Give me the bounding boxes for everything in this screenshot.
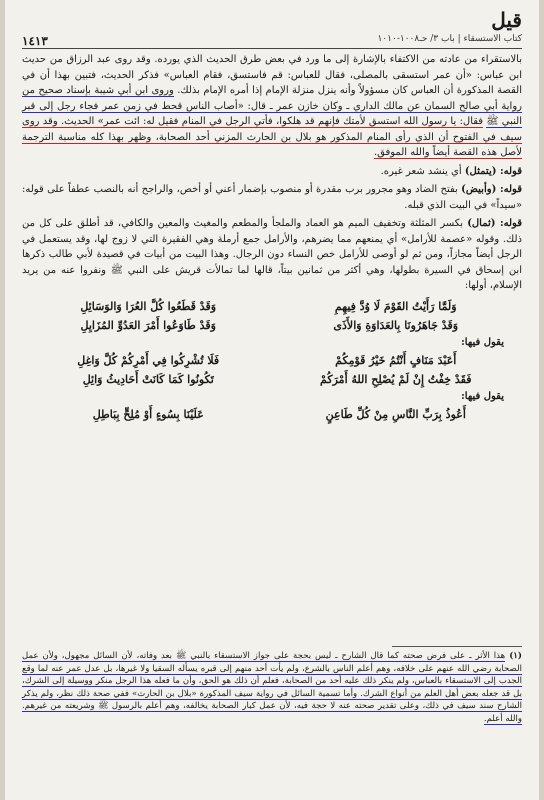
paragraph-2: [22, 164, 522, 180]
poem-verse: [22, 316, 522, 335]
page-edge-left: [0, 0, 5, 800]
paragraph-2-keyword: قوله: (يتمثل): [464, 165, 522, 177]
footnote-divider: [392, 646, 522, 647]
verse-second-half: وَقَدْ طَاوَعُوا أَمْرَ العَدُوِّ المُزَايِلِ: [80, 318, 216, 332]
poem-verse: [22, 297, 522, 316]
paragraph-4-keyword: قوله: (ثمال): [467, 218, 522, 229]
header-subtitle: كتاب الاستسقاء | باب ٣/ حـ١٠٠٨-١٠١٠: [377, 34, 522, 44]
paragraph-4-text: بكسر المثلثة وتخفيف الميم هو العماد والملجأ والمطعم والمغيث والمعين والكافي، قد أطلق على كل من ذلك. وقوله «عصمة للأرامل» أي يمنعهم مما يضرهم، والأرامل جمع أرملة وهي الفقيرة التي لا زوج لها، وقد يستعمل في الرجل أيضاً مجازاً، ومن ثم لو أوصى للأرامل خص النساء دون الرجال. وهذا البيت من أبيات في قصيدة لأبي طالب ذكرها ابن إسحاق في السيرة بطولها، وهي أكثر من ثمانين بيتاً، قالها لما تمالأت قريش على النبي ﷺ ونفروا عنه من يريد الإسلام، أولها:: [22, 218, 522, 291]
poem: [22, 297, 522, 424]
paragraph-2-text: أي ينشد شعر غيره.: [380, 165, 462, 177]
page-header: [22, 8, 522, 48]
verse-first-half: أَعُوذُ بِرَبِّ النَّاسِ مِنْ كُلِّ طَاعِنٍ: [325, 407, 466, 421]
poem-subheading: يقول فيها:: [461, 336, 504, 348]
paragraph-3-text: بفتح الضاد وهو مجرور برب مقدرة أو منصوب بإضمار أعني أو أخص، والراجح أنه بالنصب عطفاً على قوله: «سيداً» في البيت الذي قبله.: [22, 184, 522, 211]
footnote: [22, 650, 522, 726]
verse-first-half: وَقَدْ جَاهَرُونَا بِالعَدَاوَةِ وَالأَذَى: [333, 318, 459, 332]
footnote-marker: (١): [509, 651, 522, 661]
poem-verse: [22, 370, 522, 389]
verse-first-half: أَعَبْدَ مَنَافٍ أَنْتُمُ خَيْرُ قَوْمِكُمْ: [335, 353, 457, 367]
paragraph-3-keyword: قوله: (وأبيض): [461, 184, 522, 195]
poem-verse: [22, 351, 522, 370]
poem-subheading: يقول فيها:: [461, 390, 504, 402]
verse-second-half: وَقَدْ قَطَعُوا كُلَّ العُرَا وَالوَسَائِلِ: [80, 299, 217, 313]
verse-first-half: فَقَدْ خِفْتُ إِنْ لَمْ يُصْلِحِ اللهُ أَمْرَكُمْ: [320, 372, 472, 386]
paragraph-4: [22, 216, 522, 294]
header-divider: [22, 48, 522, 49]
page-number: ١٤١٣: [22, 34, 48, 48]
footnote-text: هذا الأثر ـ على فرض صحته كما قال الشارح ـ ليس بحجة على جواز الاستسقاء بالنبي ﷺ بعد وفاته، لأن السائل مجهول، ولأن عمل الصحابة رضي الله عنهم على خلافه، وهم أعلم الناس بالشرع، ولم يأت أحد منهم إلى قبره يسأله السقيا ولا غيرها، بل عدل عمر عنه لما وقع الجدب إلى الاستسقاء بالعباس، ولم ينكر ذلك عليه أحد من الصحابة، فعلم أن ذلك هو الحق، وأن ما فعله هذا الرجل منكر ووسيلة إلى الشرك، بل قد جعله بعض أهل العلم من أنواع الشرك. وأما تسمية السائل في رواية سيف المذكورة «بلال بن الحارث» ففي صحة ذلك نظر، ولم يذكر الشارح سند سيف في ذلك، وعلى تقدير صحته عنه لا حجة فيه، لأن عمل كبار الصحابة يخالفه، وهم أعلم بالرسول ﷺ وشريعته من غيرهم. والله أعلم.: [22, 651, 522, 724]
paragraph-1: [22, 52, 522, 161]
underlined-passage-1: وروى ابن أبي شيبة بإسناد صحيح من رواية أبي صالح السمان عن مالك الداري ـ وكان خازن عمر ـ قال: «أصاب الناس قحط في زمن عمر فجاء رجل إلى قبر النبي ﷺ: [22, 85, 522, 127]
poem-verse: [22, 405, 522, 424]
page-edge-right: [539, 0, 544, 800]
verse-first-half: وَلَمَّا رَأَيْتُ القَوْمَ لَا وُدَّ فِيهِمِ: [334, 299, 457, 313]
verse-second-half: فَلَا تُشْرِكُوا فِي أَمْرِكُمْ كُلَّ وَاغِلِ: [77, 353, 220, 367]
main-text: [22, 52, 522, 430]
verse-second-half: تَكُونُوا كَمَا كَانَتْ أَحَادِيثُ وَائِلِ: [82, 372, 214, 386]
header-word: قيل: [491, 8, 522, 32]
underlined-passage-2: فقال: يا رسول الله استسق لأمتك فإنهم قد هلكوا، فأتي الرجل في المنام فقيل له: ائت عمر» الحديث. وقد روى سيف في الفتوح أن الذي رأى المنام المذكور هو بلال بن الحارث المزني أحد الصحابة، وظهر بهذا كله مناسبة الترجمة لأصل هذه القصة أيضاً والله الموفق.: [22, 116, 522, 158]
paragraph-1-text: بالاستقراء من عادته من الاكتفاء بالإشارة إلى ما ورد في بعض طرق الحديث الذي يورده. وقد روى عبد الرزاق من حديث ابن عباس: «أن عمر استسقى بالمصلى، فقال للعباس: قم فاستسق، فقام العباس» فذكر الحديث، فتبين بهذا أن في القصة المذكورة أن العباس كان مسؤولاً وأنه ينزل منزلة الإمام إذا أمره الإمام بذلك.: [22, 54, 522, 96]
paragraph-3: [22, 182, 522, 213]
verse-second-half: عَلَيْنَا بِسُوءٍ أَوْ مُلِحٍّ بِبَاطِلِ: [92, 407, 204, 421]
